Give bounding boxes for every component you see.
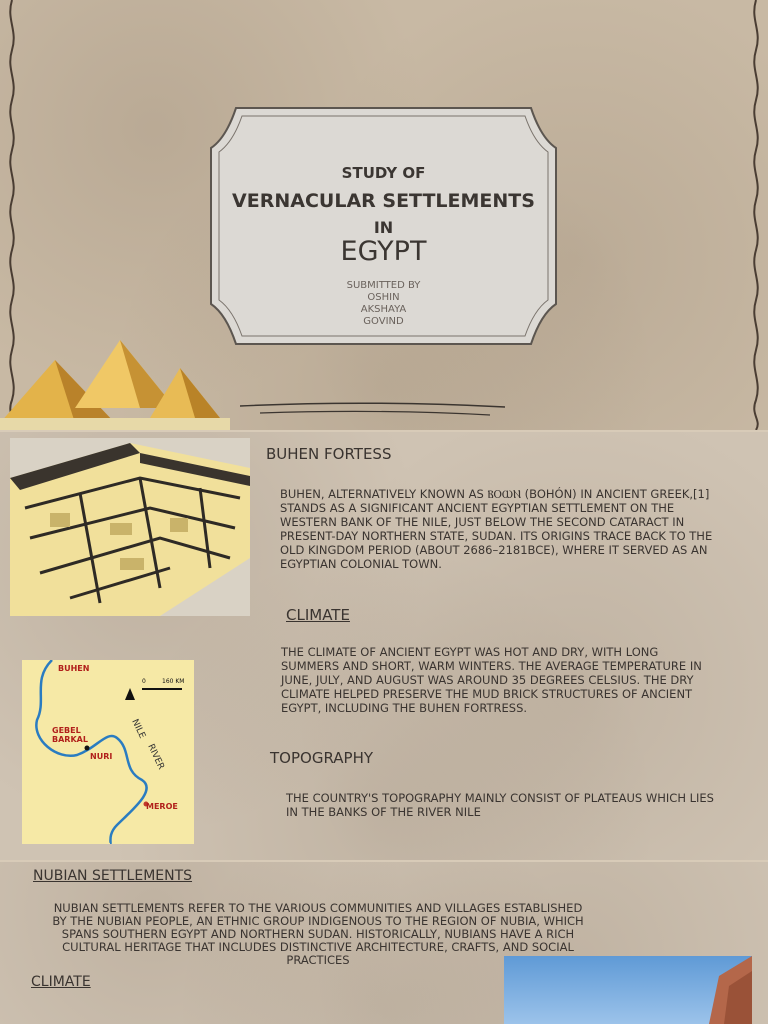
- climate-line: CLIMATE HELPED PRESERVE THE MUD BRICK STRUCTURES OF ANCIENT: [281, 687, 693, 701]
- nubian-line: PRACTICES: [286, 953, 350, 967]
- climate-line: SUMMERS AND SHORT, WARM WINTERS. THE AVERAGE TEMPERATURE IN: [281, 659, 702, 673]
- topography-line: THE COUNTRY'S TOPOGRAPHY MAINLY CONSIST OF PLATEAUS WHICH LIES: [286, 791, 714, 805]
- climate-line: JUNE, JULY, AND AUGUST WAS AROUND 35 DEGREES CELSIUS. THE DRY: [281, 673, 694, 687]
- topography-heading: TOPOGRAPHY: [270, 749, 374, 767]
- map-label-river: RIVER: [145, 742, 166, 772]
- climate-heading: CLIMATE: [286, 606, 350, 624]
- buhen-line: BUHEN, ALTERNATIVELY KNOWN AS ⲂⲞⲰⲚ (BOHÓN) IN ANCIENT GREEK,[1]: [280, 487, 710, 501]
- nubian-line: BY THE NUBIAN PEOPLE, AN ETHNIC GROUP INDIGENOUS TO THE REGION OF NUBIA, WHICH: [52, 914, 584, 928]
- nubian-line: NUBIAN SETTLEMENTS REFER TO THE VARIOUS COMMUNITIES AND VILLAGES ESTABLISHED: [53, 901, 583, 915]
- nile-map: [22, 660, 194, 844]
- map-label-buhen: BUHEN: [58, 664, 90, 673]
- buhen-slide: [0, 432, 768, 860]
- buhen-line: PRESENT-DAY NORTHERN STATE, SUDAN. ITS ORIGINS TRACE BACK TO THE: [280, 529, 713, 543]
- buhen-heading: BUHEN FORTESS: [266, 445, 392, 463]
- map-label-nuri: NURI: [90, 752, 113, 761]
- climate-line: EGYPT, INCLUDING THE BUHEN FORTRESS.: [281, 701, 528, 715]
- title-line-in: IN: [373, 218, 394, 237]
- submitted-by: SUBMITTED BY: [346, 280, 421, 291]
- climate-line: THE CLIMATE OF ANCIENT EGYPT WAS HOT AND DRY, WITH LONG: [281, 645, 659, 659]
- nubian-heading: NUBIAN SETTLEMENTS: [33, 868, 193, 884]
- nubian-climate-heading: CLIMATE: [31, 974, 91, 990]
- brush-strokes: [240, 398, 510, 420]
- buhen-line: EGYPTIAN COLONIAL TOWN.: [280, 557, 442, 571]
- author-name: AKSHAYA: [360, 304, 407, 315]
- title-slide: [0, 0, 768, 430]
- nubian-line: CULTURAL HERITAGE THAT INCLUDES DISTINCTIVE ARCHITECTURE, CRAFTS, AND SOCIAL: [62, 940, 574, 954]
- nubian-photo: [504, 956, 752, 1024]
- nubian-slide: [0, 862, 768, 1024]
- map-label-barkal: BARKAL: [52, 735, 88, 744]
- topography-line: IN THE BANKS OF THE RIVER NILE: [286, 805, 481, 819]
- title-line-vernacular: VERNACULAR SETTLEMENTS: [232, 190, 535, 212]
- title-line-egypt: EGYPT: [340, 236, 427, 267]
- buhen-line: OLD KINGDOM PERIOD (ABOUT 2686–2181BCE), WHERE IT SERVED AS AN: [280, 543, 708, 557]
- buhen-line: STANDS AS A SIGNIFICANT ANCIENT EGYPTIAN SETTLEMENT ON THE: [280, 501, 675, 515]
- map-scale-km: 160 KM: [162, 678, 185, 685]
- pyramids-illustration: [0, 338, 230, 430]
- author-name: OSHIN: [367, 292, 400, 303]
- fortress-model-image: [10, 438, 250, 616]
- right-ornament-border: [748, 0, 764, 430]
- map-scale-zero: 0: [142, 678, 146, 685]
- author-name: GOVIND: [363, 316, 404, 327]
- map-label-meroe: MEROE: [146, 802, 178, 811]
- buhen-line: WESTERN BANK OF THE NILE, JUST BELOW THE SECOND CATARACT IN: [280, 515, 685, 529]
- map-label-gebel: GEBEL: [52, 726, 81, 735]
- nubian-line: SPANS SOUTHERN EGYPT AND NORTHERN SUDAN. HISTORICALLY, NUBIANS HAVE A RICH: [61, 927, 575, 941]
- title-line-study-of: STUDY OF: [341, 164, 426, 182]
- map-label-nile: NILE: [129, 717, 147, 741]
